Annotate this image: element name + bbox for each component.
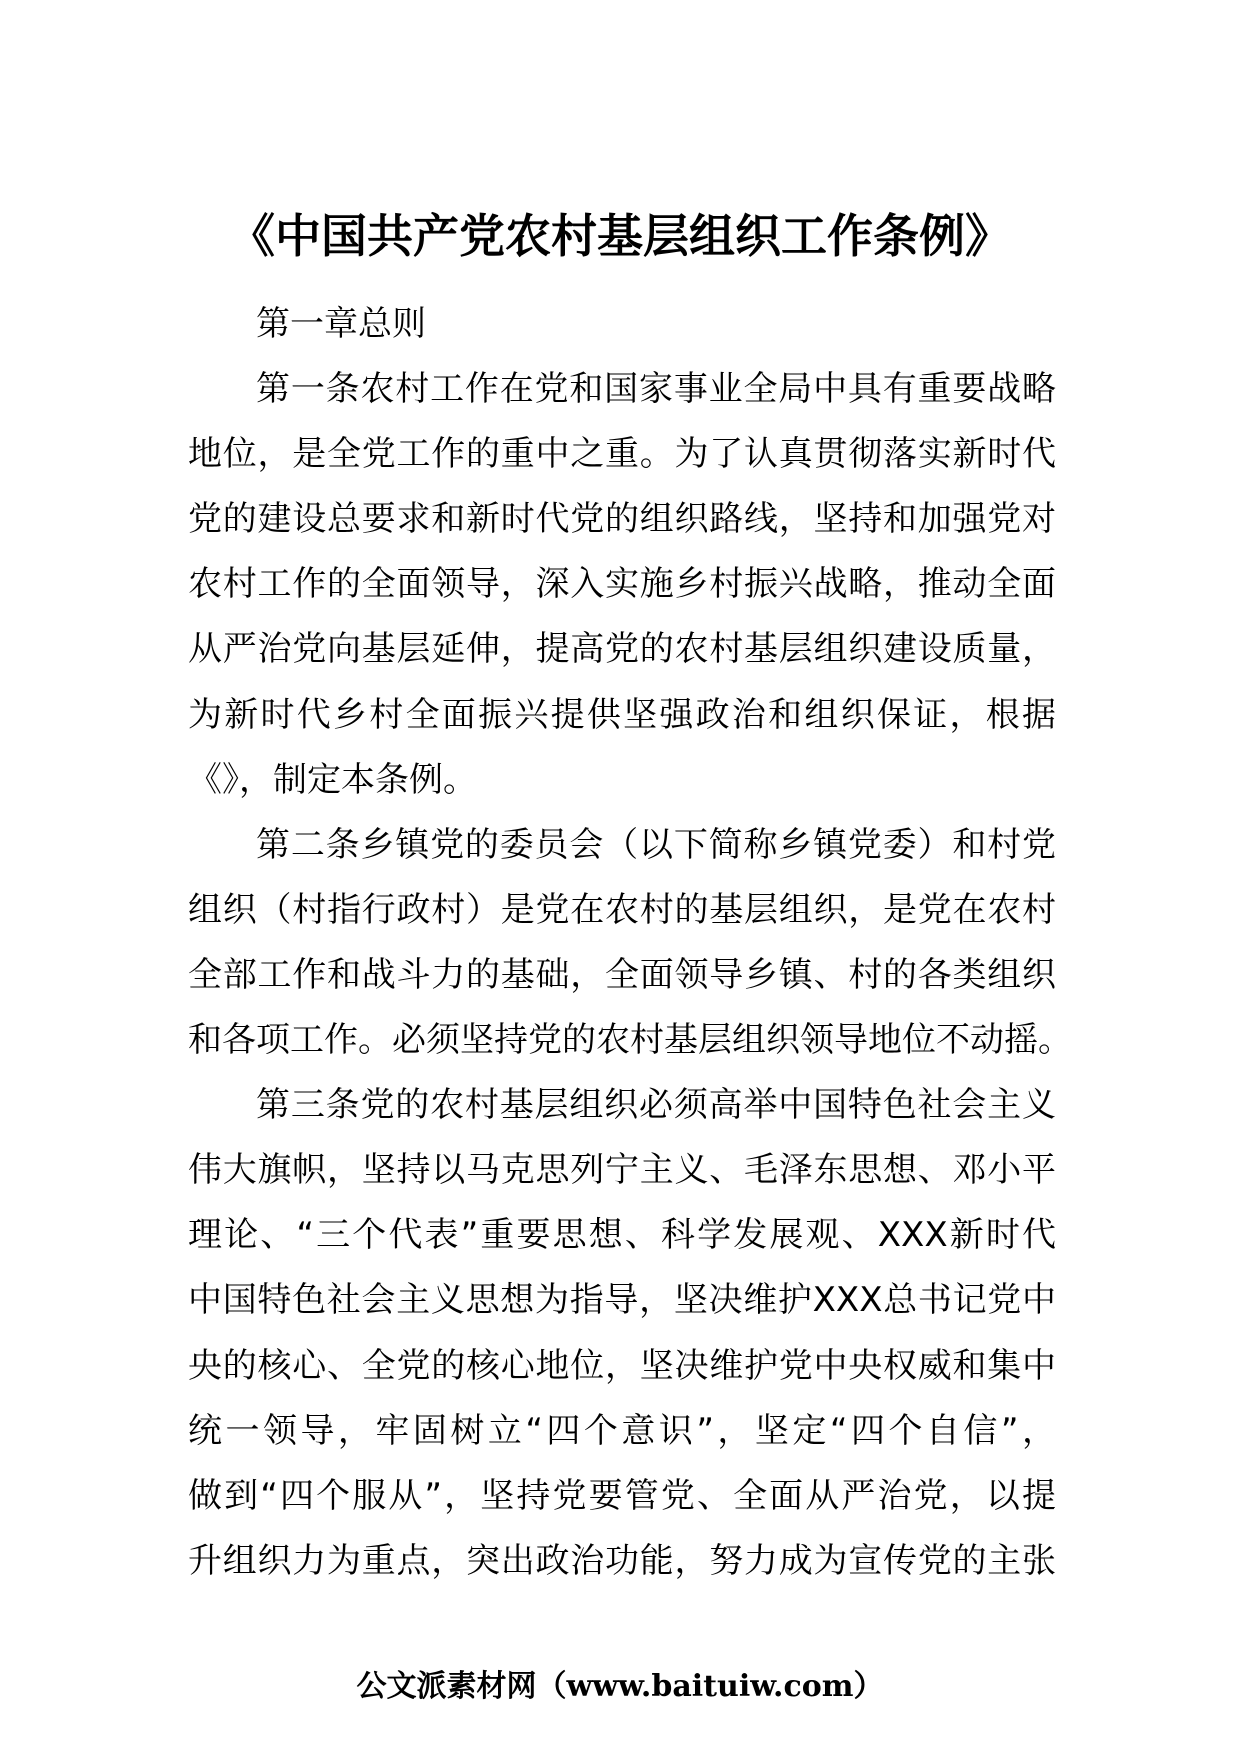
- article-line: 全部工作和战斗力的基础，全面领导乡镇、村的各类组织: [188, 954, 1056, 995]
- article-line: 农村工作的全面领导，深入实施乡村振兴战略，推动全面: [188, 564, 1056, 605]
- article-list: [188, 357, 1072, 1594]
- article-line: 统一领导，牢固树立“四个意识”，坚定“四个自信”，: [188, 1410, 1056, 1451]
- article-line: 伟大旗帜，坚持以马克思列宁主义、毛泽东思想、邓小平: [188, 1150, 1056, 1191]
- article-line: 党的建设总要求和新时代党的组织路线，坚持和加强党对: [188, 499, 1056, 540]
- article-paragraph: [188, 1073, 1056, 1594]
- article-line: 理论、“三个代表”重要思想、科学发展观、XXX新时代: [188, 1215, 1056, 1256]
- article-paragraph: [188, 357, 1056, 813]
- article-line: 《》，制定本条例。: [188, 759, 477, 800]
- article-line: 组织（村指行政村）是党在农村的基层组织，是党在农村: [188, 889, 1056, 930]
- article-line: 第一条农村工作在党和国家事业全局中具有重要战略: [256, 369, 1056, 410]
- article-line: 第二条乡镇党的委员会（以下简称乡镇党委）和村党: [256, 824, 1056, 865]
- article-paragraph: [188, 813, 1072, 1073]
- article-line: 做到“四个服从”，坚持党要管党、全面从严治党，以提: [188, 1475, 1056, 1516]
- article-line: 第三条党的农村基层组织必须高举中国特色社会主义: [256, 1085, 1056, 1126]
- footer-site-url: （www.baituiw.com）: [536, 1669, 884, 1704]
- article-line: 央的核心、全党的核心地位，坚决维护党中央权威和集中: [188, 1345, 1056, 1386]
- document-title: 《中国共产党农村基层组织工作条例》: [229, 209, 1011, 263]
- footer-watermark: [0, 1665, 1240, 1709]
- article-line: 从严治党向基层延伸，提高党的农村基层组织建设质量，: [188, 629, 1056, 670]
- article-line: 升组织力为重点，突出政治功能，努力成为宣传党的主张: [188, 1540, 1056, 1581]
- article-line: 为新时代乡村全面振兴提供坚强政治和组织保证，根据: [188, 694, 1056, 735]
- article-line: 和各项工作。必须坚持党的农村基层组织领导地位不动摇。: [188, 1020, 1072, 1061]
- article-line: 地位，是全党工作的重中之重。为了认真贯彻落实新时代: [188, 434, 1056, 475]
- article-line: 中国特色社会主义思想为指导，坚决维护XXX总书记党中: [188, 1280, 1056, 1321]
- footer-site-name: 公文派素材网: [356, 1669, 537, 1704]
- chapter-heading: 第一章总则: [256, 304, 426, 344]
- document-body: [188, 292, 1072, 1594]
